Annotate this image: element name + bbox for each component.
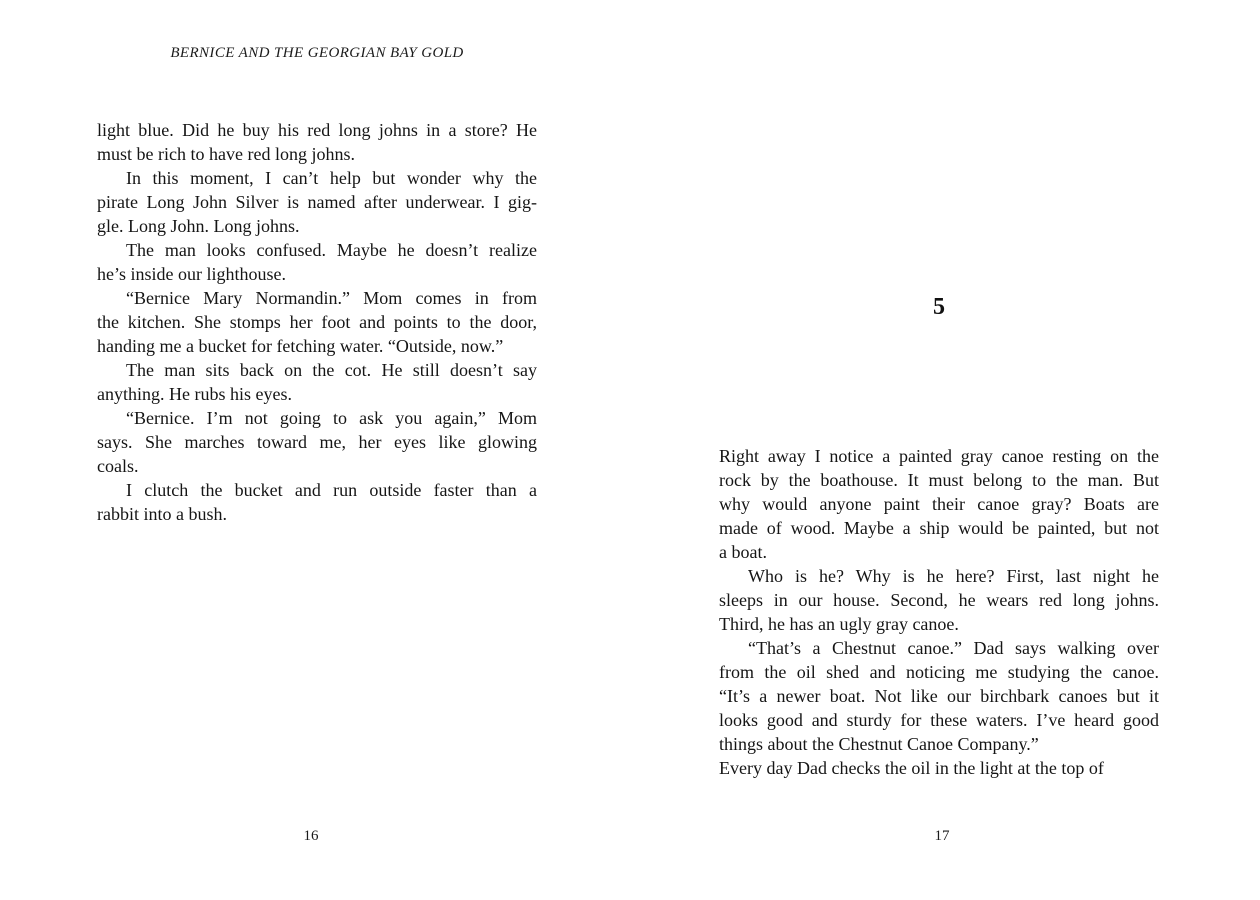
text-line: things about the Chestnut Canoe Company.” [719, 734, 1039, 754]
text-line: “That’s a Chestnut canoe.” Dad says walking over [748, 638, 1159, 658]
page-number-right: 17 [934, 828, 950, 844]
text-line: must be rich to have red long johns. [97, 144, 355, 164]
chapter-number: 5 [933, 294, 945, 320]
text-line: made of wood. Maybe a ship would be painted, but not [719, 518, 1159, 538]
running-header: BERNICE AND THE GEORGIAN BAY GOLD [170, 45, 464, 61]
text-line: Every day Dad checks the oil in the light at the top of [719, 758, 1104, 778]
text-line: I clutch the bucket and run outside faster than a [126, 480, 537, 500]
text-line: Right away I notice a painted gray canoe resting on the [719, 446, 1159, 466]
text-line: rock by the boathouse. It must belong to the man. But [719, 470, 1159, 490]
text-line: anything. He rubs his eyes. [97, 384, 292, 404]
text-line: gle. Long John. Long johns. [97, 216, 300, 236]
text-line: rabbit into a bush. [97, 504, 227, 524]
text-line: pirate Long John Silver is named after underwear. I gig- [97, 192, 537, 212]
text-line: why would anyone paint their canoe gray? Boats are [719, 494, 1159, 514]
text-line: a boat. [719, 542, 767, 562]
page-number-left: 16 [303, 828, 319, 844]
text-line: coals. [97, 456, 139, 476]
text-line: Third, he has an ugly gray canoe. [719, 614, 959, 634]
text-line: the kitchen. She stomps her foot and points to the door, [97, 312, 537, 332]
text-line: sleeps in our house. Second, he wears red long johns. [719, 590, 1159, 610]
text-line: The man looks confused. Maybe he doesn’t realize [126, 240, 537, 260]
right-page-text-block [719, 444, 1159, 780]
text-line: light blue. Did he buy his red long johns in a store? He [97, 120, 537, 140]
text-line: from the oil shed and noticing me studying the canoe. [719, 662, 1159, 682]
text-line: says. She marches toward me, her eyes like glowing [97, 432, 537, 452]
left-page-text-block [97, 118, 537, 526]
text-line: “Bernice. I’m not going to ask you again,” Mom [126, 408, 537, 428]
text-line: “Bernice Mary Normandin.” Mom comes in from [126, 288, 537, 308]
text-line: “It’s a newer boat. Not like our birchbark canoes but it [719, 686, 1159, 706]
text-line: In this moment, I can’t help but wonder why the [126, 168, 537, 188]
text-line: The man sits back on the cot. He still doesn’t say [126, 360, 537, 380]
text-line: handing me a bucket for fetching water. “Outside, now.” [97, 336, 504, 356]
text-line: looks good and sturdy for these waters. I’ve heard good [719, 710, 1159, 730]
text-line: Who is he? Why is he here? First, last night he [748, 566, 1159, 586]
text-line: he’s inside our lighthouse. [97, 264, 286, 284]
